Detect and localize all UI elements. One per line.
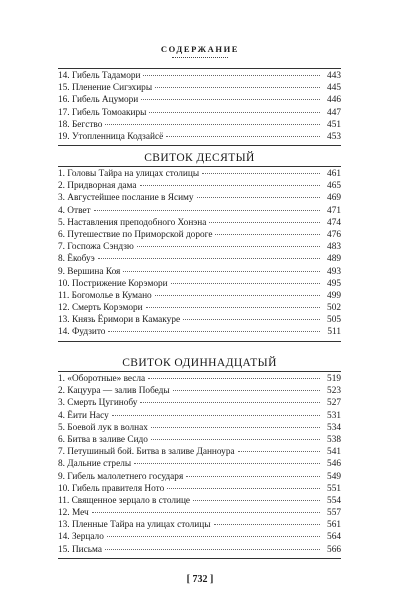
dot-leader	[143, 75, 320, 76]
toc-entry	[58, 70, 341, 82]
toc-entry-title: 14. Фудзито	[58, 327, 106, 338]
toc-section-scroll-10	[58, 150, 341, 342]
toc-entry	[58, 434, 341, 446]
toc-entry	[58, 519, 341, 531]
toc-entry-page-number: 564	[327, 532, 341, 543]
toc-entry-title: 9. Вершина Коя	[58, 266, 121, 277]
dot-leader	[197, 197, 320, 198]
toc-entry-page-number: 527	[327, 398, 341, 409]
toc-entry	[58, 229, 341, 241]
toc-entry-page-number: 531	[327, 410, 341, 421]
toc-entry	[58, 422, 341, 434]
toc-entry	[58, 131, 341, 143]
toc-entry-title: 7. Госпожа Сэндзю	[58, 242, 134, 253]
toc-section-continued	[58, 68, 341, 146]
dot-leader	[183, 319, 320, 320]
toc-entry-page-number: 538	[327, 434, 341, 445]
toc-entry-page-number: 474	[327, 217, 341, 228]
toc-entry-page-number: 566	[327, 544, 341, 555]
dot-leader	[166, 136, 320, 137]
toc-entry-title: 12. Смерть Корэмори	[58, 303, 143, 314]
toc-entry	[58, 180, 341, 192]
dot-leader	[98, 258, 320, 259]
toc-entry-page-number: 461	[327, 169, 341, 179]
toc-entry	[58, 471, 341, 483]
dot-leader	[171, 283, 320, 284]
dot-leader	[151, 427, 320, 428]
toc-entry-page-number: 551	[327, 483, 341, 494]
toc-entry-list	[58, 166, 341, 342]
dot-leader	[173, 390, 320, 391]
toc-entry-title: 1. Головы Тайра на улицах столицы	[58, 169, 200, 179]
toc-entry-title: 4. Ёити Насу	[58, 410, 109, 421]
toc-entry-page-number: 511	[327, 327, 341, 338]
toc-entry-title: 14. Гибель Тадамори	[58, 71, 141, 81]
dot-leader	[108, 331, 320, 332]
toc-entry	[58, 290, 341, 302]
running-head: СОДЕРЖАНИЕ	[160, 44, 240, 54]
dot-leader	[155, 295, 320, 296]
toc-entry	[58, 278, 341, 290]
toc-entry-title: 10. Гибель правителя Ното	[58, 483, 165, 494]
dot-leader	[140, 402, 320, 403]
toc-entry	[58, 253, 341, 265]
page-number: [ 732 ]	[186, 574, 214, 585]
dot-leader	[137, 246, 320, 247]
toc-entry	[58, 397, 341, 409]
toc-entry-page-number: 445	[327, 83, 341, 94]
dot-leader	[134, 463, 320, 464]
toc-entry-title: 12. Меч	[58, 508, 89, 519]
toc-entry-page-number: 534	[327, 422, 341, 433]
toc-entry-page-number: 483	[327, 242, 341, 253]
toc-entry-title: 5. Боевой лук в волнах	[58, 422, 148, 433]
toc-entry	[58, 410, 341, 422]
toc-entry-page-number: 465	[327, 181, 341, 192]
section-title: СВИТОК ОДИННАДЦАТЫЙ	[122, 357, 277, 369]
toc-entry-page-number: 476	[327, 229, 341, 240]
toc-entry-title: 3. Августейшее послание в Ясиму	[58, 193, 194, 204]
toc-entry	[58, 94, 341, 106]
dot-leader	[209, 222, 320, 223]
toc-entry-page-number: 471	[327, 205, 341, 216]
toc-entry	[58, 205, 341, 217]
toc-entry-page-number: 489	[327, 254, 341, 265]
toc-entry-page-number: 495	[327, 278, 341, 289]
toc-entry	[58, 314, 341, 326]
toc-entry	[58, 446, 341, 458]
toc-entry-title: 15. Пленение Сигэхиры	[58, 83, 153, 94]
toc-entry-page-number: 447	[327, 107, 341, 118]
toc-entry-page-number: 519	[327, 374, 341, 384]
toc-entry-title: 7. Петушиный бой. Битва в заливе Данноура	[58, 447, 235, 458]
toc-entry-page-number: 502	[327, 303, 341, 314]
dot-leader	[186, 476, 320, 477]
toc-entry	[58, 119, 341, 131]
toc-entry-page-number: 549	[327, 471, 341, 482]
toc-entry	[58, 302, 341, 314]
toc-entry-page-number: 505	[327, 315, 341, 326]
toc-entry-title: 2. Придворная дама	[58, 181, 137, 192]
dot-leader	[149, 112, 320, 113]
toc-entry-list	[58, 68, 341, 146]
dot-leader	[105, 549, 320, 550]
toc-entry	[58, 266, 341, 278]
toc-entry-title: 10. Пострижение Корэмори	[58, 278, 168, 289]
dot-leader	[151, 439, 320, 440]
toc-entry	[58, 483, 341, 495]
toc-entry-title: 13. Пленные Тайра на улицах столицы	[58, 520, 211, 531]
toc-entry-page-number: 451	[327, 119, 341, 130]
dot-leader	[123, 271, 320, 272]
toc-entry-page-number: 561	[327, 520, 341, 531]
dot-leader	[141, 99, 320, 100]
toc-entry-page-number: 469	[327, 193, 341, 204]
dot-leader	[107, 536, 320, 537]
toc-entry-page-number: 523	[327, 386, 341, 397]
toc-entry-title: 13. Князь Ёримори в Камакуре	[58, 315, 181, 326]
toc-entry-page-number: 443	[327, 71, 341, 81]
toc-entry	[58, 507, 341, 519]
dot-leader	[214, 524, 320, 525]
toc-entry	[58, 544, 341, 556]
toc-entry-title: 17. Гибель Томоакиры	[58, 107, 147, 118]
toc-entry	[58, 82, 341, 94]
dot-leader	[193, 500, 320, 501]
dot-leader	[238, 451, 320, 452]
toc-entry	[58, 241, 341, 253]
toc-entry-title: 2. Кацуура — залив Победы	[58, 386, 170, 397]
dot-leader	[105, 124, 320, 125]
dot-leader	[202, 173, 320, 174]
toc-entry	[58, 385, 341, 397]
toc-entry-title: 11. Священное зерцало в столице	[58, 495, 191, 506]
toc-entry-title: 11. Богомолье в Кумано	[58, 290, 152, 301]
toc-entry	[58, 326, 341, 338]
dot-leader	[155, 87, 320, 88]
dot-leader	[112, 415, 320, 416]
toc-entry-title: 16. Гибель Ацумори	[58, 95, 139, 106]
toc-entry-title: 15. Письма	[58, 544, 102, 555]
toc-entry-page-number: 493	[327, 266, 341, 277]
toc-entry	[58, 458, 341, 470]
dot-leader	[148, 378, 320, 379]
toc-entry-title: 8. Дальние стрелы	[58, 459, 132, 470]
dot-leader	[146, 307, 320, 308]
toc-entry	[58, 107, 341, 119]
dot-leader	[94, 210, 320, 211]
running-head-rule	[172, 57, 228, 58]
toc-entry-page-number: 446	[327, 95, 341, 106]
dot-leader	[92, 512, 320, 513]
toc-entry	[58, 168, 341, 180]
toc-entry	[58, 373, 341, 385]
toc-entry-title: 6. Путешествие по Приморской дороге	[58, 229, 213, 240]
toc-entry-title: 19. Утопленница Кодзайсё	[58, 131, 164, 142]
toc-entry-title: 3. Смерть Цугинобу	[58, 398, 138, 409]
toc-entry-list	[58, 371, 341, 559]
toc-entry-title: 1. «Оборотные» весла	[58, 374, 146, 384]
toc-entry-page-number: 499	[327, 290, 341, 301]
toc-entry-title: 14. Зерцало	[58, 532, 104, 543]
toc-entry-title: 18. Бегство	[58, 119, 103, 130]
toc-entry-page-number: 546	[327, 459, 341, 470]
toc-entry	[58, 531, 341, 543]
toc-entry-page-number: 554	[327, 495, 341, 506]
toc-entry-page-number: 557	[327, 508, 341, 519]
toc-entry-title: 8. Ёкобуэ	[58, 254, 95, 265]
section-title: СВИТОК ДЕСЯТЫЙ	[144, 152, 255, 164]
toc-section-scroll-11	[58, 355, 341, 559]
toc-entry-page-number: 453	[327, 131, 341, 142]
dot-leader	[215, 234, 320, 235]
toc-entry	[58, 217, 341, 229]
dot-leader	[140, 185, 321, 186]
toc-entry-title: 9. Гибель малолетнего государя	[58, 471, 184, 482]
toc-entry-title: 6. Битва в заливе Сидо	[58, 434, 148, 445]
toc-entry	[58, 495, 341, 507]
toc-entry-title: 4. Ответ	[58, 205, 91, 216]
toc-entry-page-number: 541	[327, 447, 341, 458]
toc-entry-title: 5. Наставления преподобного Хонэна	[58, 217, 207, 228]
dot-leader	[167, 488, 320, 489]
toc-entry	[58, 192, 341, 204]
